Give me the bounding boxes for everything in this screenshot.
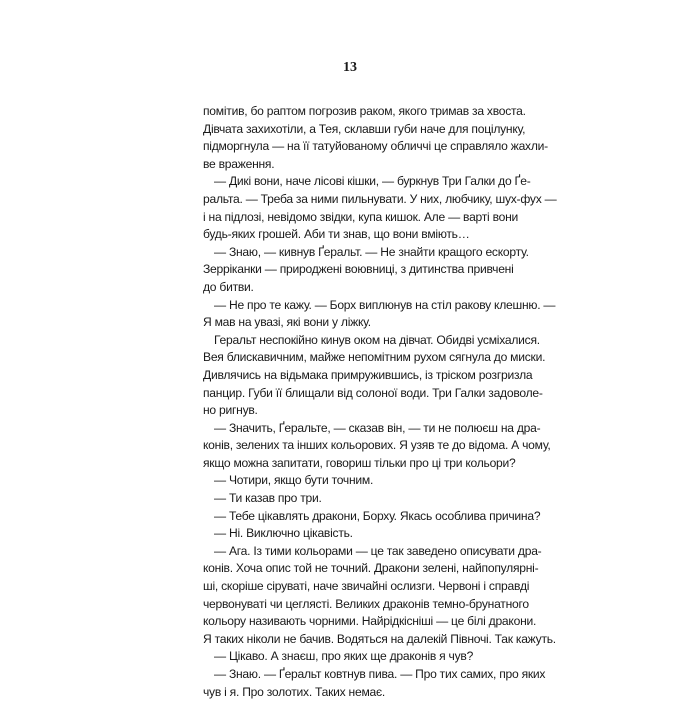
text-line: панцир. Губи її блищали від солоної води. Три Галки задоволе-: [203, 385, 543, 400]
text-line: якщо можна запитати, говориш тільки про ці три кольори?: [203, 455, 516, 470]
text-line: — Ти казав про три.: [214, 491, 322, 506]
text-line: і на підлозі, невідомо звідки, купа кишок. Але — варті вони: [203, 209, 519, 224]
text-line: Дивлячись на відьмака примружившись, із тріском розгризла: [203, 367, 533, 382]
text-line: Дівчата захихотіли, а Тея, склавши губи наче для поцілунку,: [203, 121, 526, 136]
text-line: — Дикі вони, наче лісові кішки, — буркнув Три Галки до Ґе-: [214, 174, 531, 189]
text-line: — Чотири, якщо бути точним.: [214, 473, 374, 488]
text-line: ральта. — Треба за ними пильнувати. У них, любчику, шух-фух —: [203, 191, 557, 206]
text-line: підморгнула — на її татуйованому обличчі це справляло жахли-: [203, 139, 548, 154]
text-line: будь-яких грошей. Аби ти знав, що вони вміють…: [203, 227, 470, 242]
text-line: — Цікаво. А знаєш, про яких ще драконів я чув?: [214, 649, 474, 664]
text-line: — Знаю, — кивнув Ґеральт. — Не знайти кращого ескорту.: [214, 244, 529, 259]
text-line: ші, скоріше сіруваті, наче звичайні ослизги. Червоні і справді: [203, 579, 530, 594]
text-line: — Ні. Виключно цікавість.: [214, 526, 353, 541]
text-line: Я мав на увазі, які вони у ліжку.: [203, 315, 371, 330]
text-line: — Ага. Із тими кольорами — це так заведено описувати дра-: [214, 543, 542, 558]
text-line: Геральт неспокійно кинув оком на дівчат. Обидві усміхалися.: [214, 332, 540, 347]
text-line: — Значить, Ґеральте, — сказав він, — ти не полюєш на дра-: [214, 420, 541, 435]
text-line: чув і я. Про золотих. Таких немає.: [203, 684, 386, 699]
text-line: Я таких ніколи не бачив. Водяться на далекій Півночі. Так кажуть.: [203, 631, 556, 646]
text-line: — Не про те кажу. — Борх виплюнув на стіл ракову клешню. —: [214, 297, 556, 312]
page-number: 13: [343, 60, 357, 75]
text-line: до битви.: [203, 279, 254, 294]
text-line: червонуваті чи цеглясті. Великих драконів темно-брунатного: [203, 596, 529, 611]
text-line: ве враження.: [203, 156, 275, 171]
text-line: кольору називають чорними. Найрідкісніші — це білі дракони.: [203, 614, 537, 629]
text-line: конів. Хоча опис той не точний. Дракони зелені, найпопулярні-: [203, 561, 539, 576]
text-line: Вея блискавичним, майже непомітним рухом сягнула до миски.: [203, 350, 546, 365]
text-line: но ригнув.: [203, 403, 258, 418]
text-line: — Тебе цікавлять дракони, Борху. Якась особлива причина?: [214, 508, 541, 523]
body-text: [203, 103, 557, 701]
text-line: помітив, бо раптом погрозив раком, якого тримав за хвоста.: [203, 104, 526, 118]
text-line: Зерріканки — природжені воювниці, з дитинства привчені: [203, 262, 514, 277]
text-line: — Знаю. — Ґеральт ковтнув пива. — Про тих самих, про яких: [214, 667, 546, 681]
text-line: конів, зелених та інших кольорових. Я узяв те до відома. А чому,: [203, 438, 551, 453]
